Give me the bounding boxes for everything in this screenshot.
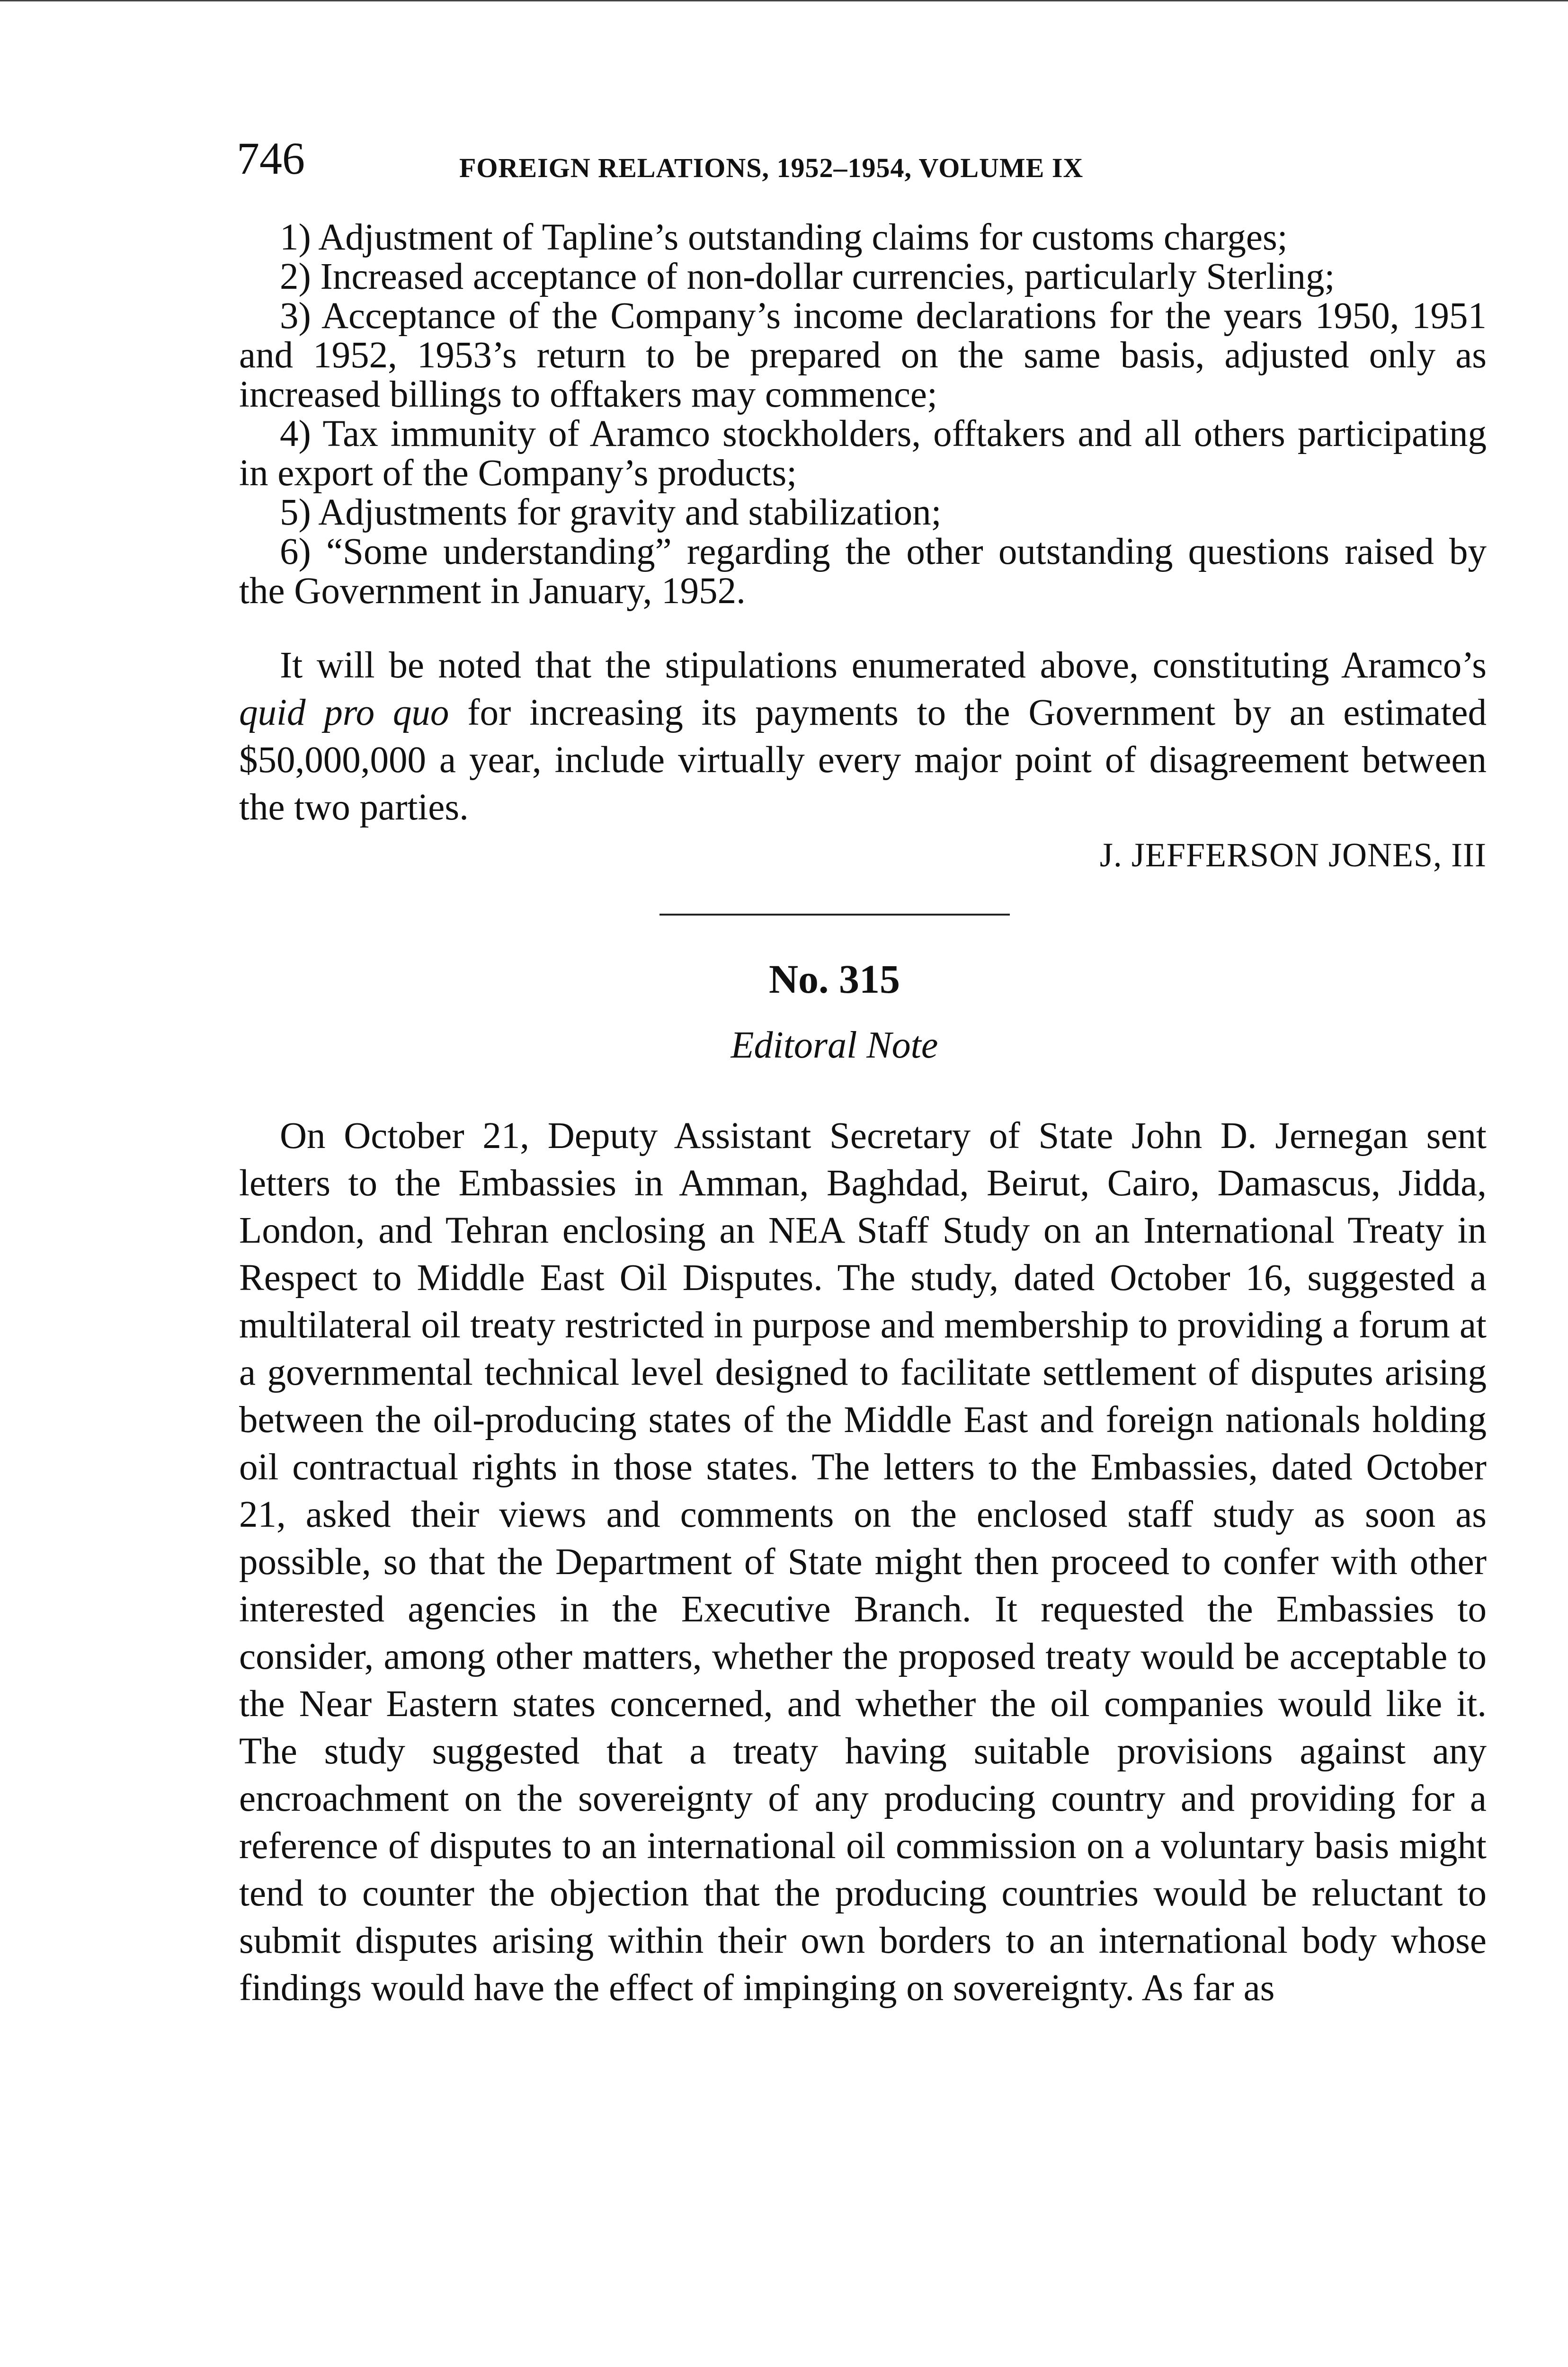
page-content — [239, 218, 1487, 2012]
stipulation-item: 4) Tax immunity of Aramco stockholders, offtakers and all others participating in export of the Company’s products; — [239, 413, 1487, 494]
scan-top-edge — [0, 0, 1568, 1]
stipulation-item: 1) Adjustment of Tapline’s outstanding claims for customs charges; — [280, 217, 1288, 258]
closing-text-end: for increasing its payments to the Government by an estimated $50,000,000 a year, include virtually every major point of disagreement between the two parties. — [239, 692, 1487, 828]
stipulation-item: 5) Adjustments for gravity and stabilization; — [280, 492, 942, 533]
stipulation-item: 6) “Some understanding” regarding the other outstanding questions raised by the Government in January, 1952. — [239, 531, 1487, 612]
stipulation-item: 2) Increased acceptance of non-dollar currencies, particularly Sterling; — [280, 256, 1335, 297]
document-title: Editoral Note — [731, 1024, 938, 1066]
stipulation-item: 3) Acceptance of the Company’s income declarations for the years 1950, 1951 and 1952, 1953’s return to be prepared on the same basis, adjusted only as increased billings to offtakers may commence; — [239, 295, 1487, 415]
editorial-note-body: On October 21, Deputy Assistant Secretary of State John D. Jernegan sent letters to the Embassies in Amman, Baghdad, Beirut, Cairo, Damascus, Jidda, London, and Tehran enclosing an NEA Staff Study on an International Treaty in Respect to Middle East Oil Disputes. The study, dated October 16, suggested a multilateral oil treaty restricted in purpose and membership to providing a forum at a governmental technical level designed to facilitate settlement of disputes arising between the oil-producing states of the Middle East and foreign nationals holding oil contractual rights in those states. The letters to the Embassies, dated October 21, asked their views and comments on the enclosed staff study as soon as possible, so that the Department of State might then proceed to confer with other interested agencies in the Executive Branch. It requested the Embassies to consider, among other matters, whether the proposed treaty would be acceptable to the Near Eastern states concerned, and whether the oil companies would like it. The study suggested that a treaty having suitable provisions against any encroachment on the sovereignty of any producing country and providing for a reference of disputes to an international oil commission on a voluntary basis might tend to counter the objection that the producing countries would be reluctant to submit disputes arising within their own borders to an international body whose findings would have the effect of impinging on sovereignty. As far as — [239, 1115, 1487, 2009]
page-header — [237, 133, 1482, 194]
closing-text-start: It will be noted that the stipulations enumerated above, constituting Aramco’s — [280, 645, 1487, 686]
signature: J. JEFFERSON JONES, III — [1099, 836, 1487, 874]
latin-phrase: quid pro quo — [239, 692, 449, 733]
stipulation-list — [239, 218, 1487, 611]
page-number: 746 — [237, 133, 305, 184]
section-divider — [659, 914, 1010, 916]
running-head: FOREIGN RELATIONS, 1952–1954, VOLUME IX — [459, 152, 1084, 183]
closing-paragraph — [239, 642, 1487, 831]
document-number: No. 315 — [768, 956, 900, 1002]
